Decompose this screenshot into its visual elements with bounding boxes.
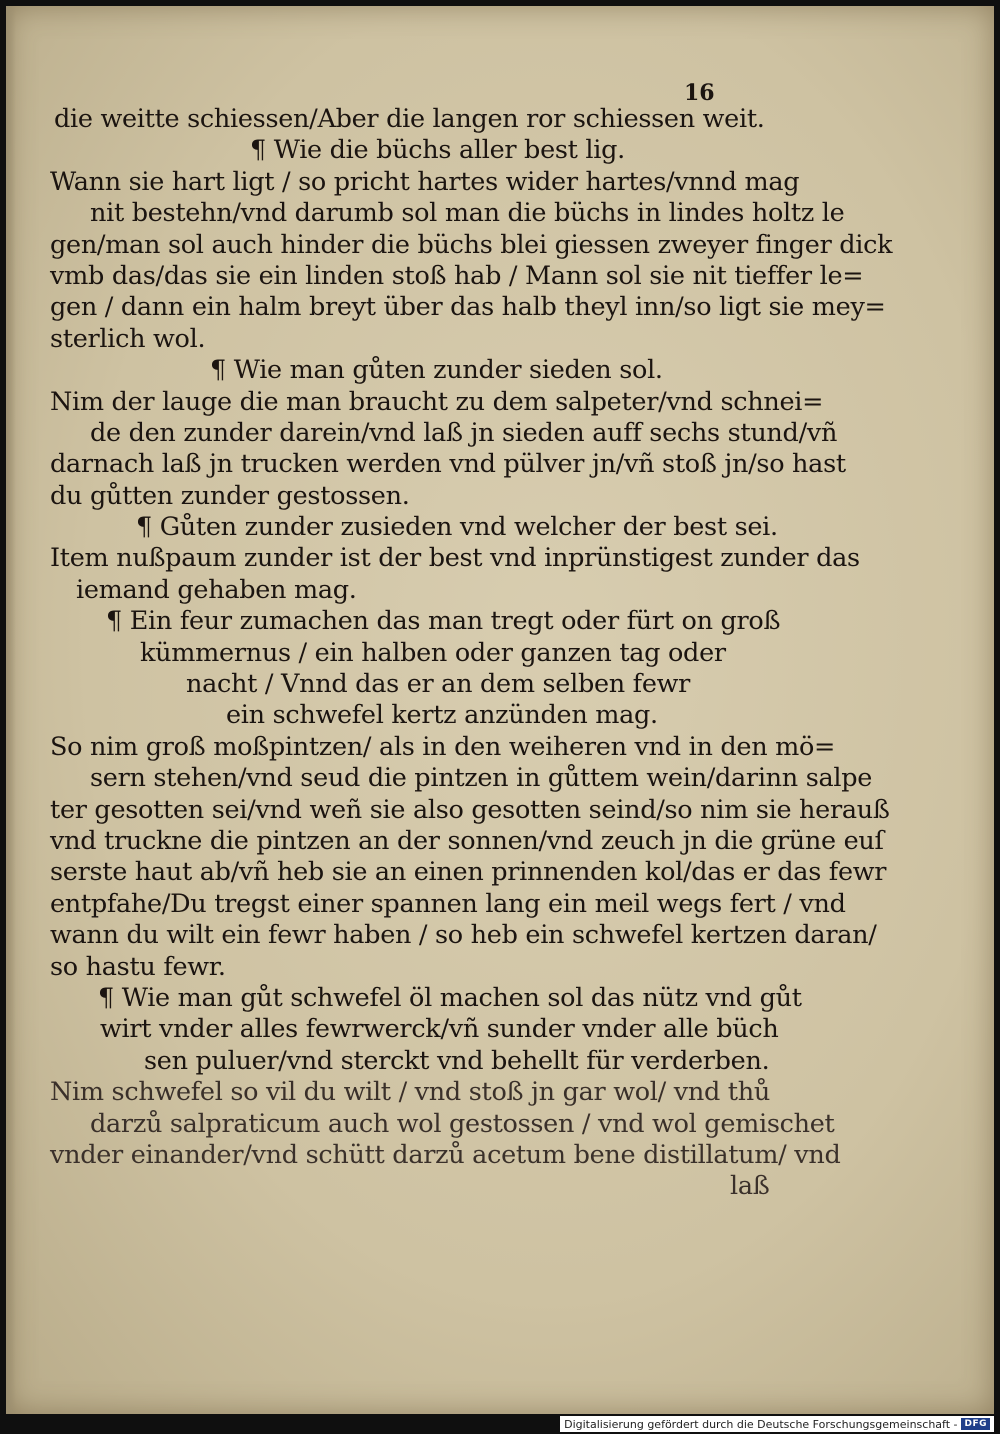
text-line: so hastu fewr. (50, 951, 226, 982)
text-line: nit bestehn/vnd darumb sol man die büchs in lindes holtz le (90, 198, 845, 229)
folio-number: 16 (684, 80, 715, 106)
section-heading: ¶ Wie man gůt schwefel öl machen sol das nütz vnd gůt (98, 982, 802, 1013)
section-heading: wirt vnder alles fewrwerck/vñ sunder vnder alle büch (100, 1014, 779, 1045)
text-line: Nim der lauge die man braucht zu dem salpeter/vnd schnei= (50, 386, 824, 417)
text-line: entpfahe/Du tregst einer spannen lang ein meil wegs fert / vnd (50, 888, 846, 919)
text-line: wann du wilt ein fewr haben / so heb ein schwefel kertzen daran/ (50, 920, 877, 951)
page-text (50, 104, 893, 1203)
text-line: darnach laß jn trucken werden vnd pülver jn/vñ stoß jn/so hast (50, 449, 846, 480)
text-line: Wann sie hart ligt / so pricht hartes wider hartes/vnnd mag (50, 166, 800, 197)
section-heading: ¶ Wie man gůten zunder sieden sol. (210, 355, 663, 386)
text-line: vnd truckne die pintzen an der sonnen/vnd zeuch jn die grüne euſ (50, 825, 884, 856)
text-line: sterlich wol. (50, 323, 206, 354)
section-heading: ein schwefel kertz anzünden mag. (226, 700, 658, 731)
section-heading: ¶ Wie die büchs aller best lig. (250, 135, 625, 166)
text-line: du gůtten zunder gestossen. (50, 480, 410, 511)
text-line: ter gesotten sei/vnd weñ sie also gesotten seind/so nim sie herauß (50, 794, 890, 825)
section-heading: ¶ Gůten zunder zusieden vnd welcher der best sei. (136, 512, 778, 543)
digitization-credit (560, 1416, 994, 1432)
text-line: darzů salpraticum auch wol gestossen / vnd wol gemischet (90, 1108, 835, 1139)
text-line: vmb das/das sie ein linden stoß hab / Mann sol sie nit tieffer le= (50, 260, 864, 291)
text-line: de den zunder darein/vnd laß jn sieden auff sechs stund/vñ (90, 417, 838, 448)
credit-text: Digitalisierung gefördert durch die Deutsche Forschungsgemeinschaft - (564, 1417, 958, 1431)
text-line: Item nußpaum zunder ist der best vnd inprünstigest zunder das (50, 543, 860, 574)
text-line: iemand gehaben mag. (76, 574, 357, 605)
dfg-logo: DFG (961, 1418, 990, 1430)
section-heading: sen puluer/vnd sterckt vnd behellt für verderben. (144, 1045, 770, 1076)
text-line: serste haut ab/vñ heb sie an einen prinnenden kol/das er das fewr (50, 857, 887, 888)
text-line: die weitte schiessen/Aber die langen ror schiessen weit. (54, 104, 765, 134)
section-heading: kümmernus / ein halben oder ganzen tag oder (140, 637, 726, 668)
text-line: Nim schwefel so vil du wilt / vnd stoß jn gar wol/ vnd thů (50, 1077, 770, 1108)
text-line: gen/man sol auch hinder die büchs blei giessen zweyer finger dick (50, 229, 893, 260)
text-line: sern stehen/vnd seud die pintzen in gůttem wein/darinn salpe (90, 763, 873, 794)
section-heading: ¶ Ein feur zumachen das man tregt oder fürt on groß (106, 606, 781, 637)
book-page (6, 6, 994, 1414)
text-line: gen / dann ein halm breyt über das halb theyl inn/so ligt sie mey= (50, 292, 886, 323)
section-heading: nacht / Vnnd das er an dem selben fewr (186, 669, 691, 700)
text-line: So nim groß moßpintzen/ als in den weiheren vnd in den mö= (50, 731, 836, 762)
text-line: vnder einander/vnd schütt darzů acetum bene distillatum/ vnd (50, 1139, 841, 1170)
catchword: laß (730, 1171, 770, 1202)
